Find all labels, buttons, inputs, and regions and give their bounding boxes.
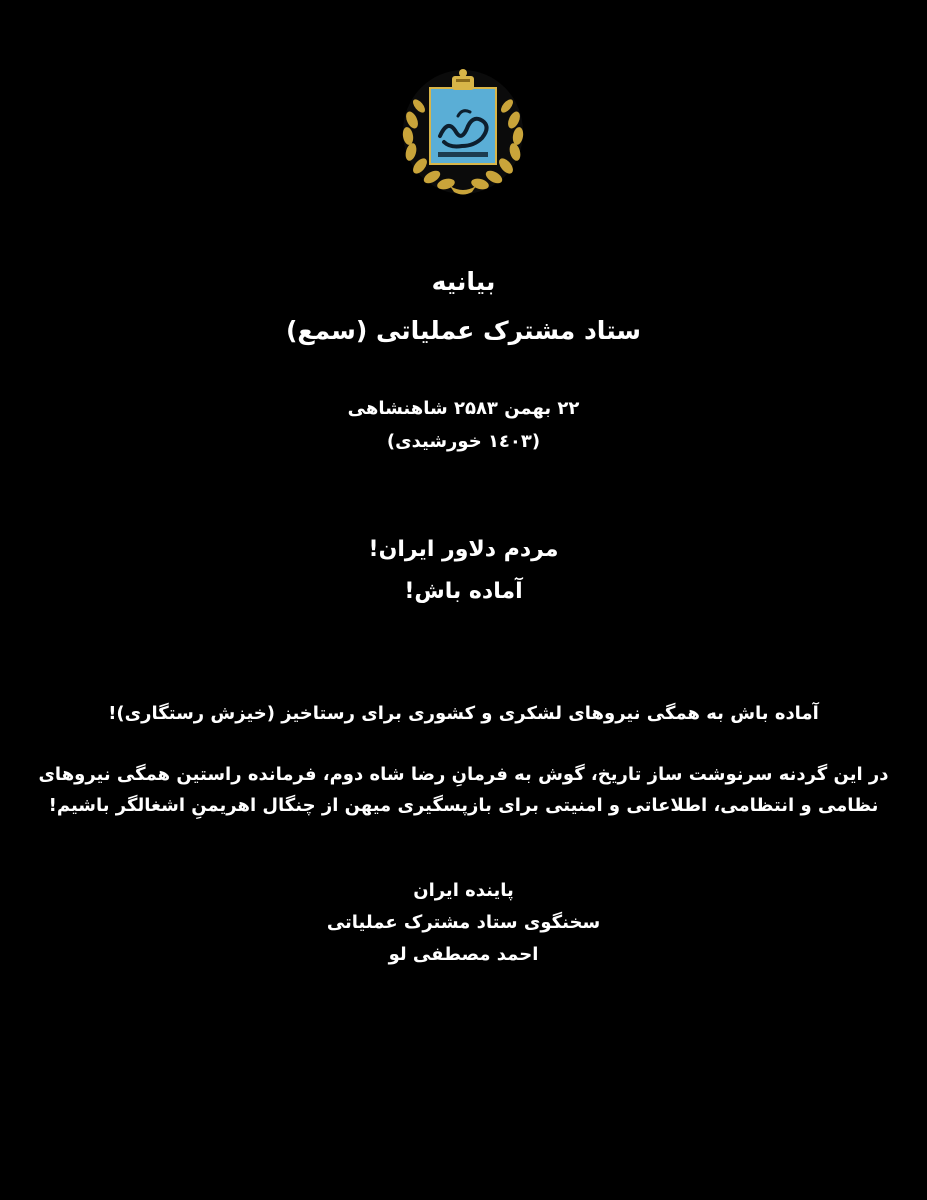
- closing-salute: پاینده ایران: [413, 880, 514, 901]
- sam-emblem-logo: [400, 66, 526, 196]
- call-to-people: مردم دلاور ایران!: [368, 537, 559, 562]
- imperial-date: ۲۲ بهمن ۲۵۸۳ شاهنشاهی: [347, 398, 580, 419]
- spokesperson-name: احمد مصطفی لو: [388, 944, 539, 965]
- organization-name: ستاد مشترک عملیاتی (سمع): [286, 316, 641, 345]
- solar-date: (۱٤۰۳ خورشیدی): [386, 431, 541, 452]
- statement-title: بیانیه: [431, 267, 496, 296]
- emblem-graphic: [400, 66, 526, 196]
- paragraph-command-line1: در این گردنه سرنوشت ساز تاریخ، گوش به فرمانِ رضا شاه دوم، فرمانده راستین همگی نیروهای: [38, 764, 889, 785]
- paragraph-command-line2: نظامی و انتظامی، اطلاعاتی و امنیتی برای بازپسگیری میهن از چنگال اهریمنِ اشغالگر باشیم!: [48, 795, 879, 816]
- spokesperson-role: سخنگوی ستاد مشترک عملیاتی: [326, 912, 601, 933]
- call-readiness: آماده باش!: [404, 579, 523, 604]
- emblem-subtitle-strip: [438, 152, 488, 157]
- paragraph-readiness: آماده باش به همگی نیروهای لشکری و کشوری برای رستاخیز (خیزش رستگاری)!: [108, 703, 819, 724]
